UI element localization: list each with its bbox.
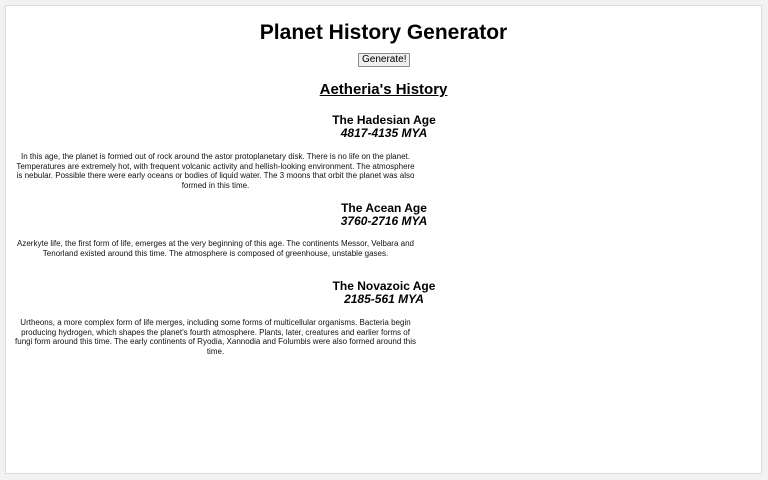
- age-range: 3760-2716 MYA: [340, 214, 428, 228]
- age-range: 4817-4135 MYA: [340, 126, 428, 140]
- age-description: Azerkyte life, the first form of life, emerges at the very beginning of this age. The continents Messor, Velbara and Tenorland existed around this time. The atmosphere is composed of greenhouse, unstable gases.: [17, 239, 414, 258]
- generate-button[interactable]: Generate!: [358, 53, 410, 67]
- age-description: Urtheons, a more complex form of life merges, including some forms of multicellular organisms. Bacteria begin producing hydrogen, which shapes the planet's fourth atmosphere. Plants, later, creatures and earlier forms of fungi form around this time. The early continents of Ryodia, Xannodia and Folumbis were also formed around this time.: [15, 318, 416, 356]
- age-range: 2185-561 MYA: [344, 292, 424, 306]
- age-name: The Hadesian Age: [332, 113, 436, 127]
- age-description: In this age, the planet is formed out of rock around the astor protoplanetary disk. There is no life on the planet. Temperatures are extremely hot, with frequent volcanic activity and hellish-looking environment. The atmosphere is nebular. Possible there were early oceans or bodies of liquid water. The 3 moons that orbit the planet was also formed in this time.: [16, 152, 415, 190]
- age-name: The Acean Age: [341, 201, 427, 215]
- page-panel: [5, 5, 762, 474]
- history-title: Aetheria's History: [319, 81, 448, 98]
- age-name: The Novazoic Age: [332, 279, 436, 293]
- page-title: Planet History Generator: [259, 21, 508, 44]
